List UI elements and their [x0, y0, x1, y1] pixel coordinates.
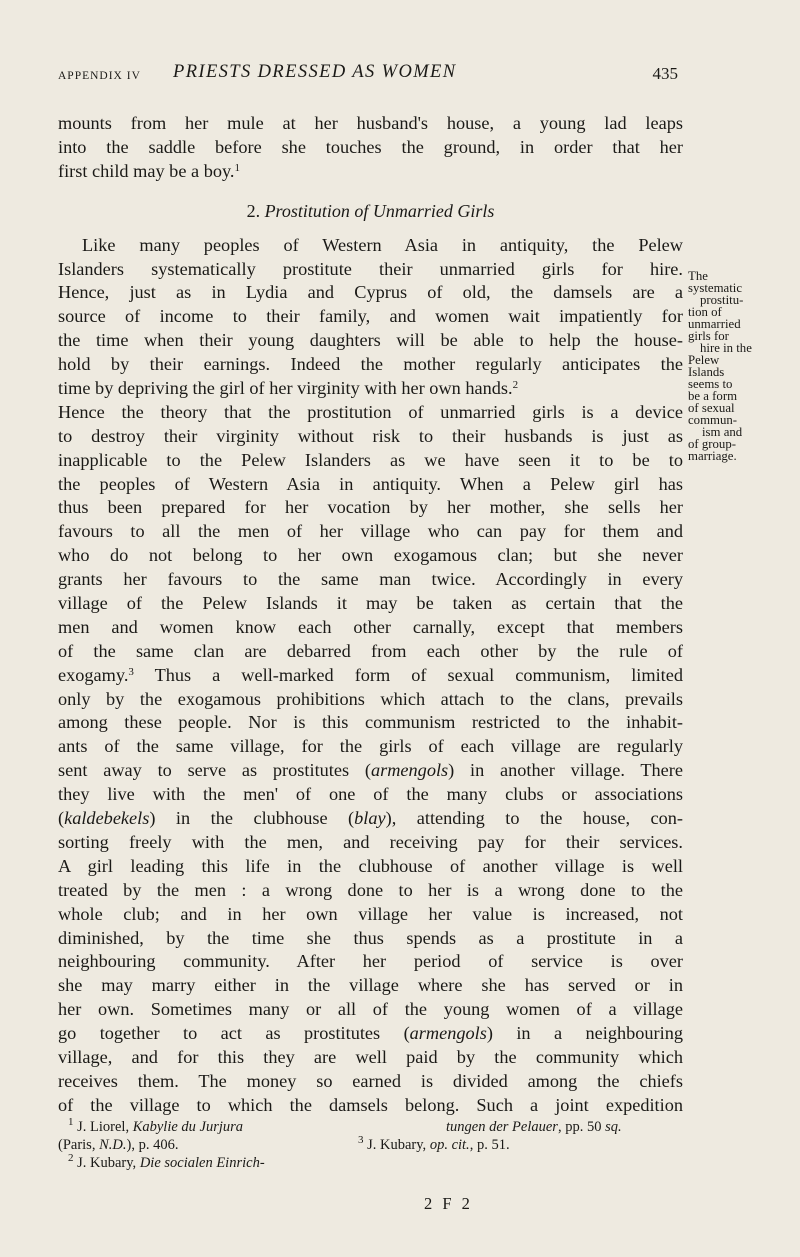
- text-span: (: [58, 808, 65, 829]
- marginal-note-line: of sexual: [688, 400, 735, 415]
- text-line: the peoples of Western Asia in antiquity. When a Pelew girl has: [58, 473, 683, 494]
- section-title: Prostitution of Unmarried Girls: [264, 200, 495, 221]
- marginal-note-line: Pelew: [688, 352, 720, 367]
- text-line: Hence the theory that the prostitution of unmarried girls is a device: [58, 401, 683, 422]
- marginal-note-line: commun-: [688, 412, 738, 427]
- text-line: diminished, by the time she thus spends as a prostitute in a: [58, 927, 683, 948]
- text-line: sorting freely with the men, and receiving pay for their services.: [58, 831, 683, 852]
- text-line: village, and for this they are well paid by the community which: [58, 1046, 683, 1067]
- text-line: men and women know each other carnally, except that members: [58, 616, 683, 637]
- footnotes: [58, 1118, 683, 1172]
- footnote-line: [58, 1118, 683, 1136]
- text-line: grants her favours to the same man twice. Accordingly in every: [58, 569, 683, 590]
- text-line: hold by their earnings. Indeed the mother regularly anticipates the: [58, 354, 683, 375]
- text-line: [58, 1022, 683, 1046]
- text-line: Like many peoples of Western Asia in antiquity, the Pelew: [82, 234, 683, 255]
- text-line: source of income to their family, and women wait impatiently for: [58, 306, 683, 327]
- footnote-3: $^3$ J. Kubary, op. cit., p. 51.: [358, 1134, 510, 1153]
- native-term: armengols: [370, 760, 449, 781]
- marginal-note: [688, 379, 768, 463]
- text-span: sent away to serve as prostitutes (: [58, 760, 371, 781]
- marginal-note-line: seems to: [688, 377, 733, 391]
- marginal-note: [688, 271, 768, 379]
- footnote-ref: 1: [234, 161, 241, 174]
- footnote-2-continuation: tungen der Pelauer, pp. 50 sq.: [446, 1119, 622, 1135]
- text-line: [58, 807, 683, 831]
- text-line: she may marry either in the village where she has served or in: [58, 975, 683, 996]
- native-term: armengols: [409, 1023, 487, 1044]
- text-line: of the village to which the damsels belong. Such a joint expedition: [58, 1094, 683, 1115]
- marginal-note-line: Islands: [688, 364, 725, 379]
- signature-mark: 2 F 2: [424, 1194, 473, 1213]
- marginal-note-line: ism and: [702, 424, 743, 439]
- marginal-note-line: marriage.: [688, 448, 737, 463]
- appendix-label: APPENDIX IV: [58, 70, 141, 82]
- text-span: ), attending to the house, con-: [385, 808, 684, 829]
- footnote-1: $^1$ J. Liorel, Kabylie du Jurjura: [68, 1116, 244, 1135]
- marginal-note-line: tion of: [688, 304, 722, 319]
- marginal-note-line: prostitu-: [700, 292, 744, 307]
- marginal-note-line: systematic: [688, 280, 743, 295]
- footnote-1-continuation: (Paris, N.D.), p. 406.: [58, 1137, 179, 1153]
- running-title: PRIESTS DRESSED AS WOMEN: [173, 62, 457, 82]
- text-line: village of the Pelew Islands it may be taken as certain that the: [58, 593, 683, 614]
- footnote-ref: 3: [128, 665, 134, 678]
- text-span: Thus a well-marked form of sexual communism, limited: [133, 664, 683, 685]
- text-line: [58, 759, 683, 783]
- marginal-note-line: girls for: [688, 328, 729, 343]
- native-term: blay: [354, 808, 386, 829]
- text-line: they live with the men' of one of the many clubs or associations: [58, 784, 683, 805]
- text-span: ) in another village. There: [448, 760, 683, 781]
- marginal-note-line: The: [688, 269, 708, 283]
- text-line: [58, 377, 683, 401]
- text-line: receives them. The money so earned is divided among the chiefs: [58, 1070, 683, 1091]
- text-span: go together to act as prostitutes (: [58, 1023, 410, 1044]
- page-number: 435: [652, 64, 678, 83]
- marginal-note-line: hire in the: [700, 340, 752, 355]
- marginal-note-line: of group-: [688, 436, 736, 451]
- text-line: Islanders systematically prostitute their unmarried girls for hire.: [58, 258, 683, 279]
- text-line: only by the exogamous prohibitions which attach to the clans, prevails: [58, 688, 683, 709]
- running-head: [58, 62, 678, 88]
- text-line: to destroy their virginity without risk to their husbands is just as: [58, 425, 683, 446]
- text-line: treated by the men : a wrong done to her is a wrong done to the: [58, 879, 683, 900]
- text-line: inapplicable to the Pelew Islanders as we have seen it to be to: [58, 449, 683, 470]
- marginal-note-line: unmarried: [688, 316, 741, 331]
- text-span: exogamy.: [58, 664, 129, 685]
- section-heading: [58, 200, 683, 224]
- text-line: whole club; and in her own village her value is increased, not: [58, 903, 683, 924]
- marginal-note-line: be a form: [688, 388, 738, 403]
- text-line: the time when their young daughters will be able to help the house-: [58, 330, 683, 351]
- footnote-2: $^2$ J. Kubary, Die socialen Einrich-: [68, 1152, 265, 1171]
- text-line: A girl leading this life in the clubhouse of another village is well: [58, 855, 683, 876]
- text-line: favours to all the men of her village who can pay for them and: [58, 521, 683, 542]
- text-line: Hence, just as in Lydia and Cyprus of old, the damsels are a: [58, 282, 683, 303]
- text-line: her own. Sometimes many or all of the young women of a village: [58, 999, 683, 1020]
- text-line: among these people. Nor is this communism restricted to the inhabit-: [58, 712, 683, 733]
- text-line: of the same clan are debarred from each other by the rule of: [58, 640, 683, 661]
- text-line: [58, 160, 683, 184]
- footnote-line: [58, 1136, 683, 1154]
- footnote-ref: 2: [512, 379, 519, 392]
- text-line: neighbouring community. After her period of service is over: [58, 951, 683, 972]
- text-line: [58, 664, 683, 688]
- native-term: kaldebekels: [64, 808, 150, 829]
- text-line: mounts from her mule at her husband's house, a young lad leaps: [58, 113, 683, 133]
- text-span: ) in the clubhouse (: [149, 808, 355, 829]
- text-span: time by depriving the girl of her virginity with her own hands.: [58, 378, 513, 399]
- text-line: into the saddle before she touches the ground, in order that her: [58, 136, 683, 157]
- text-line: thus been prepared for her vocation by her mother, she sells her: [58, 497, 683, 518]
- text-span: ) in a neighbouring: [486, 1023, 683, 1044]
- footnote-line: [58, 1154, 683, 1172]
- section-number: 2.: [246, 200, 261, 221]
- text-span: first child may be a boy.: [58, 160, 235, 181]
- body-text: [58, 112, 683, 1118]
- text-line: ants of the same village, for the girls of each village are regularly: [58, 736, 683, 757]
- text-line: who do not belong to her own exogamous clan; but she never: [58, 545, 683, 566]
